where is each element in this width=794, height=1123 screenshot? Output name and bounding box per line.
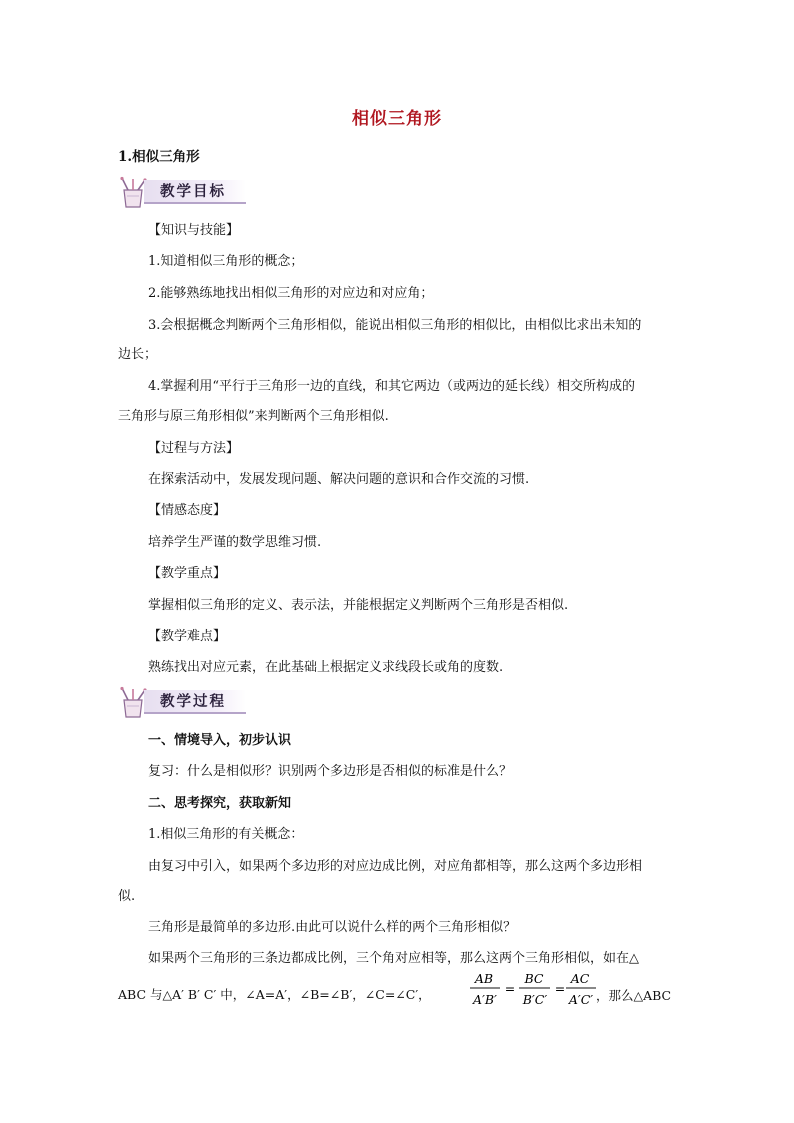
process-heading-1: 一、情境导入，初步认识 [148, 733, 292, 748]
fraction-numerator: AC [570, 971, 590, 986]
document-title: 相似三角形 [352, 109, 442, 129]
paragraph-polygon-similarity: 由复习中引入，如果两个多边形的对应边成比例，对应角都相等，那么这两个多边形相 [148, 859, 643, 874]
fraction-denominator: A′B′ [473, 992, 497, 1007]
conclusion-fragment: ，那么△ABC [596, 988, 672, 1003]
key-points-text: 掌握相似三角形的定义、表示法，并能根据定义判断两个三角形是否相似. [148, 598, 569, 613]
goal-item-1: 1.知道相似三角形的概念； [148, 254, 304, 269]
attitude-text: 培养学生严谨的数学思维习惯. [148, 535, 322, 550]
paragraph-polygon-similarity-cont: 似. [118, 889, 136, 904]
process-heading-2: 二、思考探究，获取新知 [148, 796, 292, 811]
fraction-numerator: AB [474, 971, 494, 986]
fraction-denominator: A′C′ [568, 992, 594, 1007]
goal-item-2: 2.能够熟练地找出相似三角形的对应边和对应角； [148, 286, 434, 301]
process-method-header: 【过程与方法】 [148, 441, 240, 456]
badge-teaching-goals [118, 176, 248, 208]
paragraph-simplest-polygon: 三角形是最简单的多边形.由此可以说什么样的两个三角形相似？ [148, 920, 517, 935]
badge-label: 教学过程 [144, 690, 246, 714]
section-heading: 1.相似三角形 [118, 149, 200, 165]
difficulty-text: 熟练找出对应元素，在此基础上根据定义求线段长或角的度数. [148, 660, 504, 675]
key-points-header: 【教学重点】 [148, 566, 227, 581]
angle-equalities: ABC 与△A′ B′ C′ 中，∠A=A′，∠B=∠B′，∠C=∠C′， [118, 987, 431, 1002]
fraction-denominator: B′C′ [522, 992, 548, 1007]
equals-sign: = [504, 981, 516, 996]
knowledge-header: 【知识与技能】 [148, 223, 240, 238]
difficulty-header: 【教学难点】 [148, 629, 227, 644]
badge-teaching-process [118, 686, 248, 718]
concept-intro: 1.相似三角形的有关概念： [148, 827, 304, 842]
review-question: 复习：什么是相似形？识别两个多边形是否相似的标准是什么？ [148, 764, 513, 779]
badge-label: 教学目标 [144, 180, 246, 204]
process-method-text: 在探索活动中，发展发现问题、解决问题的意识和合作交流的习惯. [148, 472, 530, 487]
paragraph-triangle-definition: 如果两个三角形的三条边都成比例，三个角对应相等，那么这两个三角形相似，如在△ [148, 951, 639, 966]
fraction-numerator: BC [524, 971, 544, 986]
goal-item-4-cont: 三角形与原三角形相似”来判断两个三角形相似. [118, 409, 389, 424]
goal-item-3: 3.会根据概念判断两个三角形相似，能说出相似三角形的相似比，由相似比求出未知的 [148, 318, 642, 333]
equals-sign: = [554, 981, 566, 996]
goal-item-4: 4.掌握利用“平行于三角形一边的直线，和其它两边（或两边的延长线）相交所构成的 [148, 379, 636, 394]
attitude-header: 【情感态度】 [148, 503, 227, 518]
goal-item-3-cont: 边长； [118, 347, 158, 362]
